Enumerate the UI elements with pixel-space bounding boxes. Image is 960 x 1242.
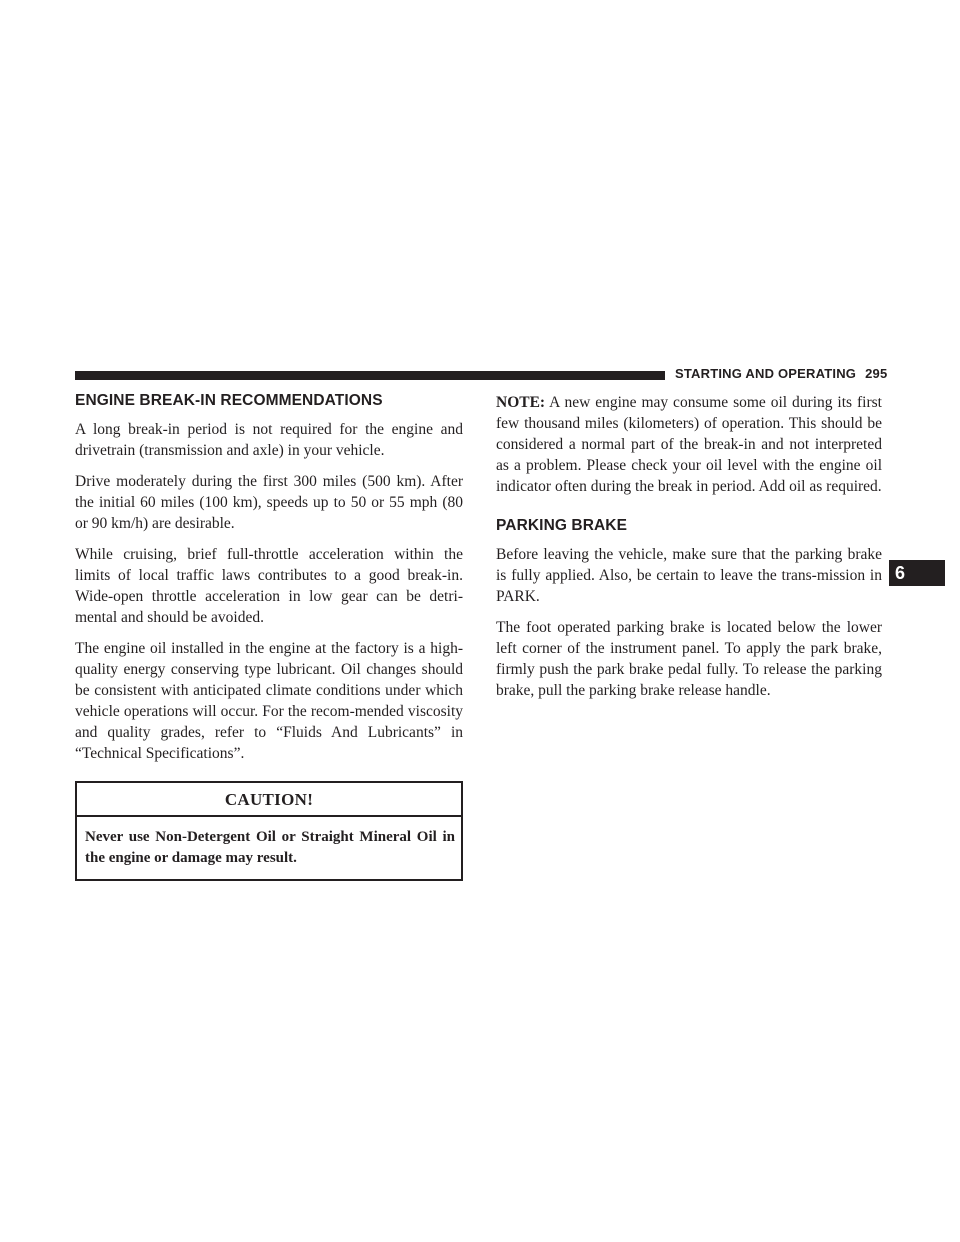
running-header — [675, 366, 887, 381]
note-paragraph — [496, 392, 882, 497]
right-column — [496, 392, 882, 711]
header-rule — [75, 371, 665, 380]
page-number: 295 — [865, 366, 888, 381]
caution-box — [75, 781, 463, 881]
section-title: STARTING AND OPERATING — [675, 366, 857, 381]
note-label: NOTE: — [496, 394, 546, 411]
caution-text: Never use Non-Detergent Oil or Straight Mineral Oil in the engine or damage may result. — [85, 829, 455, 866]
paragraph: The foot operated parking brake is located below the lower left corner of the instrument panel. To apply the park brake, firmly push the park brake pedal fully. To release the parking brake, pull the parking brake release handle. — [496, 619, 882, 699]
paragraph: The engine oil installed in the engine at the factory is a high-quality energy conserving type lubricant. Oil changes should be consistent with anticipated climate conditions under which vehicle operations will occur. For the recom-mended viscosity and quality grades, refer to “Fluids And Lubricants” in “Technical Specifications”. — [75, 640, 463, 762]
note-text: A new engine may consume some oil during its first few thousand miles (kilometers) of operation. This should be considered a normal part of the break-in and not interpreted as a problem. Please check your oil level with the engine oil indicator often during the break in period. Add oil as required. — [496, 394, 882, 495]
paragraph: Drive moderately during the first 300 miles (500 km). After the initial 60 miles (100 km), speeds up to 50 or 55 mph (80 or 90 km/h) are desirable. — [75, 473, 463, 532]
chapter-tab: 6 — [889, 560, 945, 586]
caution-title: CAUTION! — [77, 783, 461, 817]
paragraph: Before leaving the vehicle, make sure that the parking brake is fully applied. Also, be certain to leave the trans-mission in PARK. — [496, 546, 882, 605]
parking-brake-heading: PARKING BRAKE — [496, 517, 628, 534]
left-column — [75, 392, 463, 881]
engine-break-in-heading: ENGINE BREAK-IN RECOMMENDATIONS — [75, 392, 383, 409]
paragraph: A long break-in period is not required for the engine and drivetrain (transmission and axle) in your vehicle. — [75, 421, 463, 459]
paragraph: While cruising, brief full-throttle acceleration within the limits of local traffic laws contributes to a good break-in. Wide-open throttle acceleration in low gear can be detri-mental and should be avoided. — [75, 546, 463, 626]
